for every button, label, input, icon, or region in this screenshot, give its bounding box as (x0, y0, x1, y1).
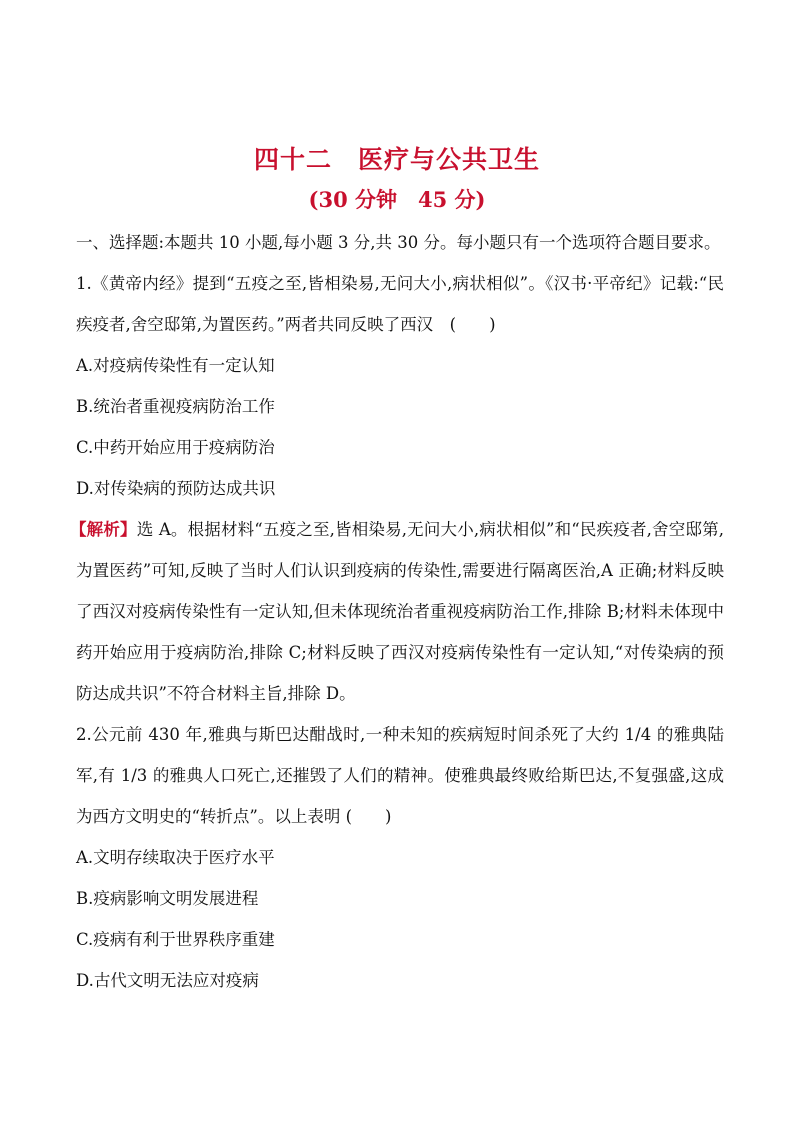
option-a: A.文明存续取决于医疗水平 (76, 848, 275, 867)
question-stem: 1.《黄帝内经》提到“五疫之至,皆相染易,无问大小,病状相似”。《汉书·平帝纪》记载:“民疾疫者,舍空邸第,为置医药。”两者共同反映了西汉 ( ) (76, 274, 724, 334)
option-a: A.对疫病传染性有一定认知 (76, 356, 275, 375)
option-c: C.中药开始应用于疫病防治 (76, 438, 275, 457)
analysis-text: 选 A。根据材料“五疫之至,皆相染易,无问大小,病状相似”和“民疾疫者,舍空邸第,为置医药”可知,反映了当时人们认识到疫病的传染性,需要进行隔离医治,A 正确;材料反映了西汉对疫病传染性有一定认知,但未体现统治者重视疫病防治工作,排除 B;材料未体现中药开始应用于疫病防治,排除 C;材料反映了西汉对疫病传染性有一定认知,“对传染病的预防达成共识”不符合材料主旨,排除 D。 (76, 520, 724, 703)
question-2 (76, 714, 724, 1001)
analysis-block (70, 509, 724, 714)
section-instruction: 一、选择题:本题共 10 小题,每小题 3 分,共 30 分。每小题只有一个选项符合题目要求。 (76, 233, 721, 252)
option-c: C.疫病有利于世界秩序重建 (76, 930, 275, 949)
option-b: B.统治者重视疫病防治工作 (76, 397, 275, 416)
option-d: D.古代文明无法应对疫病 (76, 971, 259, 990)
option-b: B.疫病影响文明发展进程 (76, 889, 259, 908)
time-score-subtitle: (30 分钟 45 分) (308, 187, 486, 212)
content-body (70, 222, 724, 1001)
analysis-label: 【解析】 (70, 520, 137, 539)
page-title: 四十二 医疗与公共卫生 (253, 145, 540, 174)
question-1 (70, 263, 724, 714)
question-stem: 2.公元前 430 年,雅典与斯巴达酣战时,一种未知的疾病短时间杀死了大约 1/4 的雅典陆军,有 1/3 的雅典人口死亡,还摧毁了人们的精神。使雅典最终败给斯巴达,不复强盛,这成为西方文明史的“转折点”。以上表明 ( ) (76, 725, 724, 826)
option-d: D.对传染病的预防达成共识 (76, 479, 276, 498)
